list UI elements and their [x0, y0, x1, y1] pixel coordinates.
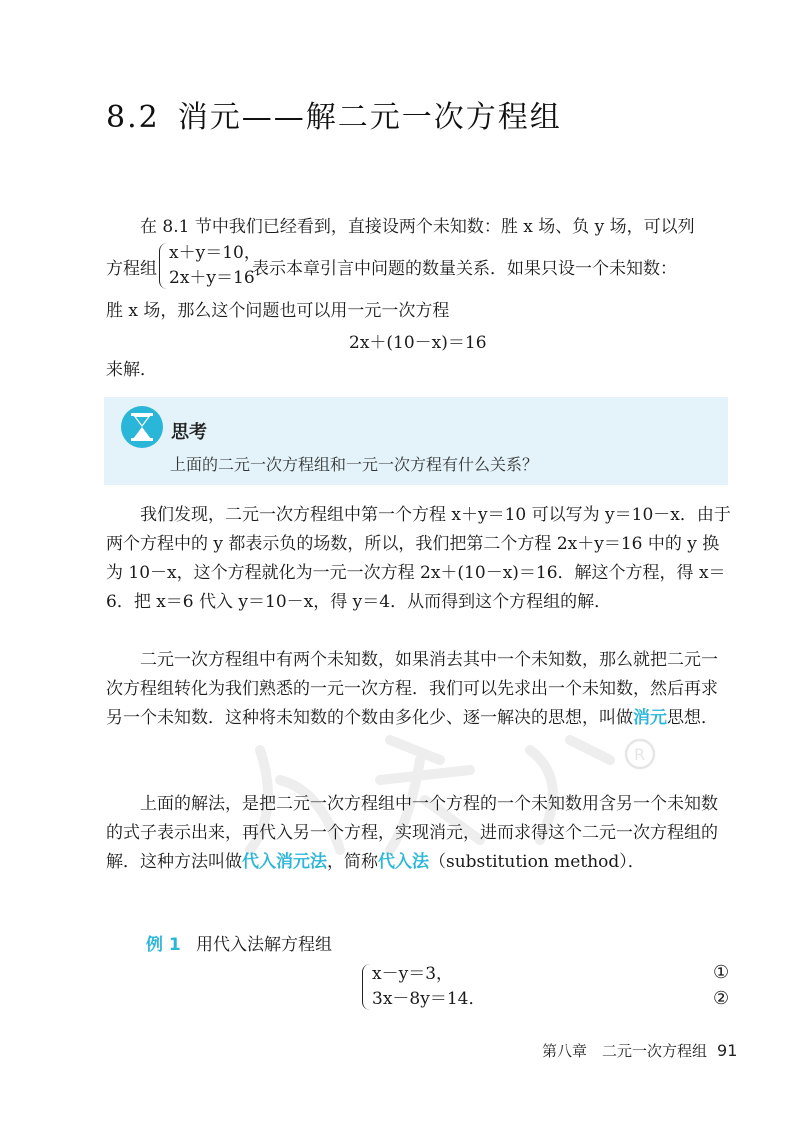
think-question: 上面的二元一次方程组和一元一次方程有什么关系？: [170, 455, 539, 474]
page-footer: [542, 1040, 737, 1061]
footer-chapter: 第八章 二元一次方程组: [542, 1042, 708, 1060]
system-row-1: x＋y＝10，: [169, 243, 261, 263]
intro-tail: 表示本章引言中问题的数量关系．如果只设一个未知数：: [252, 259, 677, 279]
paragraph-elimination-idea: 二元一次方程组中有两个未知数，如果消去其中一个未知数，那么就把二元一次方程组转化为我们熟悉的一元一次方程．我们可以先求出一个未知数，然后再求另一个未知数．这种将未知数的个数由多化少、逐一解决的思想，叫做消元思想．: [106, 650, 718, 728]
example-label: 例 1: [146, 935, 181, 955]
intro-line-1: 在 8.1 节中我们已经看到，直接设两个未知数：胜 x 场、负 y 场，可以列: [140, 217, 695, 237]
think-label: 思考: [171, 422, 207, 443]
equation-system-intro: [159, 241, 261, 291]
intro-after: 来解．: [106, 360, 157, 380]
hourglass-icon: [120, 405, 164, 449]
example-row-2: 3x－8y＝14．: [372, 989, 486, 1009]
svg-text:R: R: [634, 745, 646, 764]
section-title-text: 消元——解二元一次方程组: [177, 100, 562, 135]
intro-line-3: 胜 x 场，那么这个问题也可以用一元一次方程: [106, 301, 450, 321]
intro-lead: 方程组: [106, 259, 157, 279]
equation-marker-1: ①: [713, 962, 730, 983]
term-substitution-elimination: 代入消元法: [242, 852, 327, 872]
section-number: 8.2: [106, 100, 160, 135]
term-elimination: 消元: [633, 708, 667, 728]
equation-system-example: [362, 962, 485, 1012]
brace-icon: [362, 964, 370, 1010]
paragraph-substitution-method: 上面的解法，是把二元一次方程组中一个方程的一个未知数用含另一个未知数的式子表示出来，再代入另一个方程，实现消元，进而求得这个二元一次方程组的解．这种方法叫做代入消元法，简称代入法（substitution method）．: [106, 794, 718, 872]
system-row-2: 2x＋y＝16: [169, 268, 255, 288]
paragraph-substitution-reasoning: 我们发现，二元一次方程组中第一个方程 x＋y＝10 可以写为 y＝10－x．由于两个方程中的 y 都表示负的场数，所以，我们把第二个方程 2x＋y＝16 中的 y 换为 10－x，这个方程就化为一元一次方程 2x＋(10－x)＝16．解这个方程，得 x＝6．把 x＝6 代入 y＝10－x，得 y＝4．从而得到这个方程组的解．: [106, 505, 731, 612]
example-text: 用代入法解方程组: [196, 935, 332, 955]
example-row-1: x－y＝3，: [372, 964, 454, 984]
page-number: 91: [717, 1041, 738, 1060]
linear-equation: 2x＋(10－x)＝16: [349, 333, 487, 353]
term-substitution: 代入法: [378, 852, 429, 872]
section-title: [106, 92, 562, 136]
equation-marker-2: ②: [713, 988, 730, 1009]
brace-icon: [159, 243, 167, 289]
